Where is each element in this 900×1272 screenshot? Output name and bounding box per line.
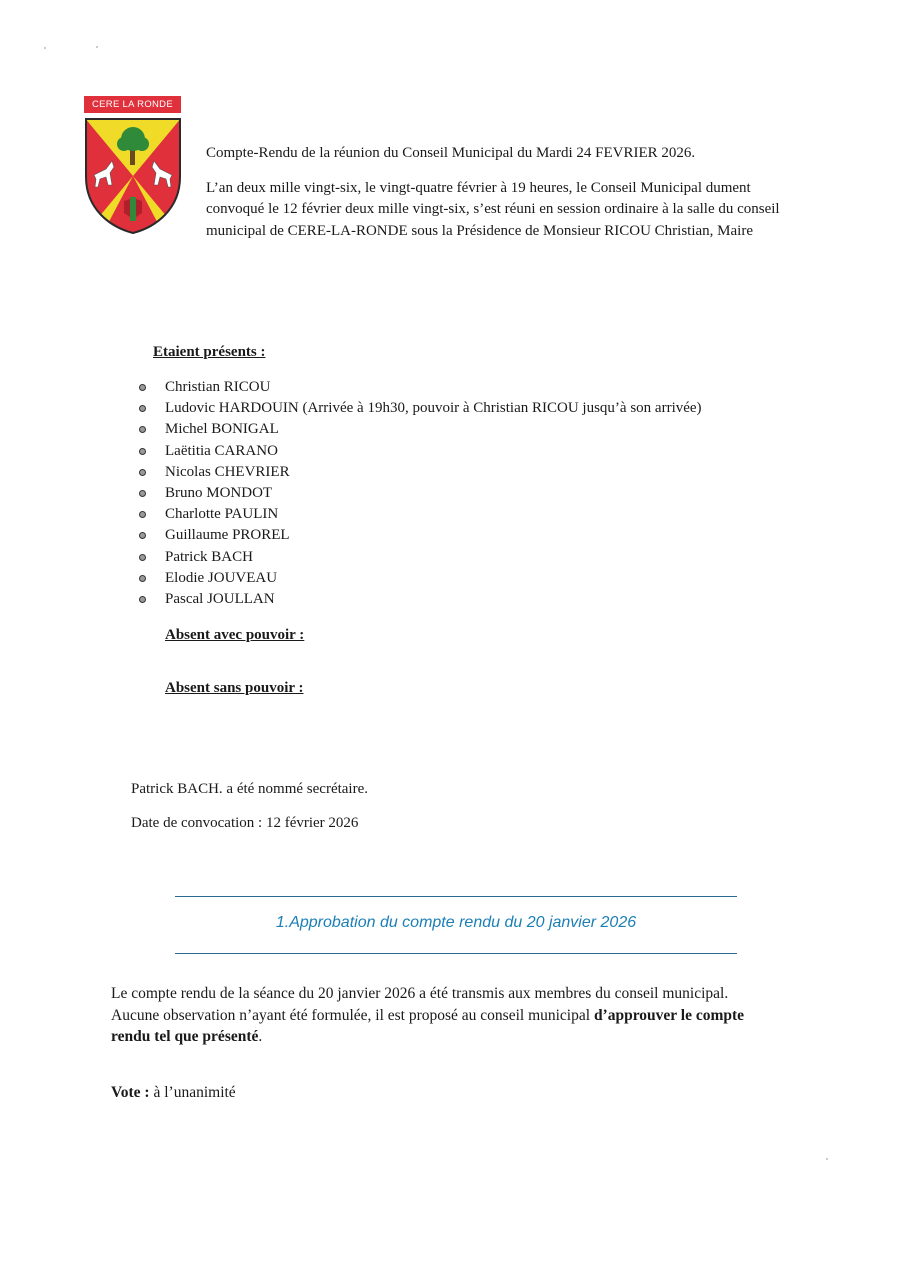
list-item [137, 377, 702, 398]
member-name: Ludovic HARDOUIN (Arrivée à 19h30, pouvoir à Christian RICOU jusqu’à son arrivée) [165, 400, 702, 417]
member-name: Pascal JOULLAN [165, 590, 275, 607]
list-item [137, 589, 702, 610]
list-item [137, 483, 702, 504]
list-item [137, 547, 702, 568]
para-line-1: Le compte rendu de la séance du 20 janvier 2026 a été transmis aux membres du conseil municipal. [111, 985, 729, 1002]
member-name: Charlotte PAULIN [165, 506, 279, 523]
member-name: Christian RICOU [165, 379, 271, 395]
list-item [137, 525, 702, 546]
para-line-2-emphasis: d’approuver le compte rendu tel que présenté [111, 1006, 745, 1045]
list-item [137, 568, 702, 589]
para-line-2-end: . [258, 1028, 263, 1045]
bullet-icon [139, 426, 146, 433]
member-name: Laëtitia CARANO [165, 442, 278, 459]
scan-speck [826, 1158, 828, 1160]
meeting-intro-paragraph: L’an deux mille vingt-six, le vingt-quatre février à 19 heures, le Conseil Municipal dument convoqué le 12 février deux mille vingt-six, s’est réuni en session ordinaire à la salle du conseil municipal de CERE-LA-RONDE sous la Présidence de Monsieur RICOU Christian, Maire [206, 180, 780, 239]
bullet-icon [139, 469, 146, 476]
section-divider-top [175, 896, 737, 897]
secretary-note: Patrick BACH. a été nommé secrétaire. [131, 781, 368, 797]
bullet-icon [139, 448, 146, 455]
scan-speck [44, 47, 46, 49]
section-1-title: 1.Approbation du compte rendu du 20 janvier 2026 [275, 914, 637, 931]
present-members-list [137, 377, 702, 610]
vote-label: Vote : [111, 1084, 150, 1101]
list-item [137, 441, 702, 462]
list-item [137, 504, 702, 525]
bullet-icon [139, 554, 146, 561]
bullet-icon [139, 490, 146, 497]
list-item [137, 462, 702, 483]
member-name: Bruno MONDOT [165, 484, 273, 501]
vote-result [111, 1084, 236, 1102]
section-1-paragraph [111, 983, 781, 1048]
absent-with-proxy-heading: Absent avec pouvoir : [165, 627, 305, 643]
vote-value: à l’unanimité [149, 1084, 236, 1101]
present-members-heading: Etaient présents : [153, 344, 266, 360]
member-name: Patrick BACH [165, 548, 253, 565]
bullet-icon [139, 596, 146, 603]
list-item [137, 398, 702, 419]
bullet-icon [139, 511, 146, 518]
bullet-icon [139, 575, 146, 582]
list-item [137, 419, 702, 440]
section-divider-bottom [175, 953, 737, 954]
scan-speck [96, 46, 98, 48]
bullet-icon [139, 532, 146, 539]
bullet-icon [139, 384, 146, 391]
para-line-2: Aucune observation n’ayant été formulée, il est proposé au conseil municipal [111, 1006, 594, 1024]
member-name: Michel BONIGAL [165, 421, 279, 438]
member-name: Nicolas CHEVRIER [165, 463, 290, 480]
convocation-date: Date de convocation : 12 février 2026 [131, 815, 359, 831]
bullet-icon [139, 405, 146, 412]
commune-logo-label: CERE LA RONDE [84, 96, 181, 113]
member-name: Guillaume PROREL [165, 527, 290, 544]
commune-coat-of-arms-icon [84, 117, 182, 235]
member-name: Elodie JOUVEAU [165, 569, 278, 586]
document-title: Compte-Rendu de la réunion du Conseil Municipal du Mardi 24 FEVRIER 2026. [206, 145, 696, 161]
absent-without-proxy-heading: Absent sans pouvoir : [165, 680, 304, 696]
